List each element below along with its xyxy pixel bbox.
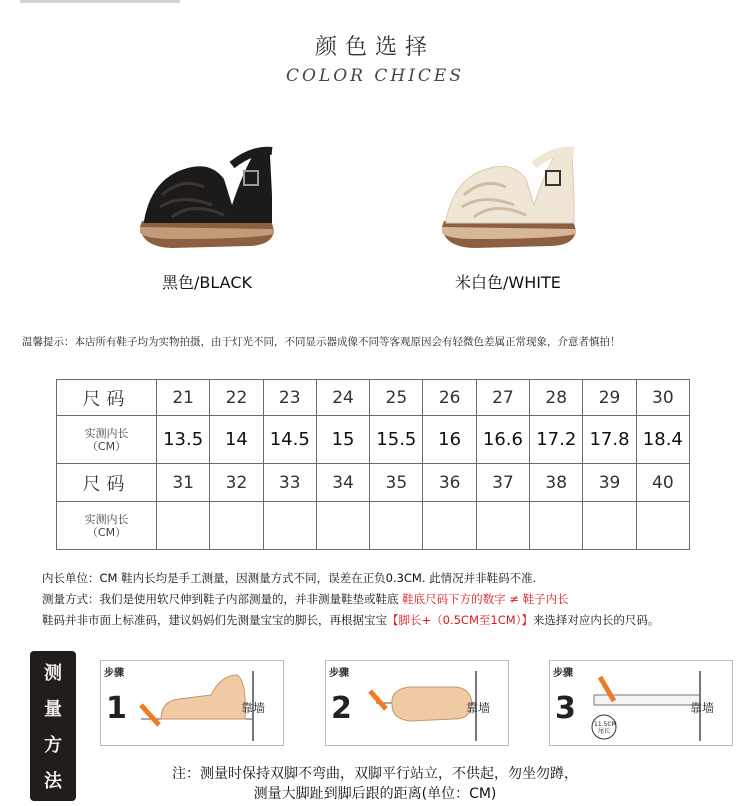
size-cell: 22 xyxy=(210,380,263,416)
length-cell: 15 xyxy=(316,416,369,464)
size-cell: 24 xyxy=(316,380,369,416)
size-cell: 29 xyxy=(583,380,636,416)
color-notice: 温馨提示：本店所有鞋子均为实物拍摄，由于灯光不同，不同显示器成像不同等客观原因会有轻微色差属正常现象，介意者慎拍！ xyxy=(22,336,621,348)
step-2-panel: 步骤 2 靠墙 xyxy=(325,660,509,746)
size-row-2 xyxy=(57,464,690,502)
size-cell: 37 xyxy=(476,464,529,502)
size-label: 尺码 xyxy=(57,464,157,502)
size-cell: 31 xyxy=(157,464,210,502)
length-cell: 13.5 xyxy=(157,416,210,464)
length-cell xyxy=(157,502,210,550)
black-sandal-image[interactable] xyxy=(132,135,282,265)
length-cell xyxy=(530,502,583,550)
black-color-label: 黑色/BLACK xyxy=(162,273,252,292)
size-cell: 38 xyxy=(530,464,583,502)
size-cell: 36 xyxy=(423,464,476,502)
info-line-unit: 内长单位：CM 鞋内长均是手工测量，因测量方式不同，误差在正负0.3CM. 此情况并非鞋码不准. xyxy=(42,571,537,585)
length-cell: 16.6 xyxy=(476,416,529,464)
section-title: 颜色选择 xyxy=(314,35,435,60)
length-cell xyxy=(476,502,529,550)
measure-tag: 11.5CM 尾长 xyxy=(594,721,617,735)
inner-length-label: 实测内长 （CM） xyxy=(57,416,157,464)
length-cell: 17.8 xyxy=(583,416,636,464)
length-row-1 xyxy=(57,416,690,464)
length-row-2 xyxy=(57,502,690,550)
inner-length-label: 实测内长 （CM） xyxy=(57,502,157,550)
size-row-1 xyxy=(57,380,690,416)
size-cell: 27 xyxy=(476,380,529,416)
size-cell: 25 xyxy=(370,380,423,416)
top-divider xyxy=(20,0,180,3)
size-cell: 39 xyxy=(583,464,636,502)
size-cell: 32 xyxy=(210,464,263,502)
length-cell xyxy=(316,502,369,550)
info-line-advice: 鞋码并非市面上标准码，建议妈妈们先测量宝宝的脚长，再根据宝宝【脚长+（0.5CM至1CM）】来选择对应内长的尺码。 xyxy=(42,613,660,627)
size-cell: 21 xyxy=(157,380,210,416)
length-cell xyxy=(370,502,423,550)
red-formula: 【脚长+（0.5CM至1CM）】 xyxy=(387,613,533,627)
size-cell: 30 xyxy=(636,380,689,416)
length-cell xyxy=(583,502,636,550)
length-cell: 16 xyxy=(423,416,476,464)
size-cell: 23 xyxy=(263,380,316,416)
info-line-method: 测量方式：我们是使用软尺伸到鞋子内部测量的，并非测量鞋垫或鞋底 鞋底尺码下方的数字 ≠ 鞋子内长 xyxy=(42,592,569,606)
red-warning: 鞋底尺码下方的数字 ≠ 鞋子内长 xyxy=(402,592,569,606)
length-cell: 14.5 xyxy=(263,416,316,464)
length-cell: 14 xyxy=(210,416,263,464)
length-cell: 17.2 xyxy=(530,416,583,464)
measure-note-line-1: 注：测量时保持双脚不弯曲，双脚平行站立，不供起，勿坐勿蹲， xyxy=(172,766,578,782)
length-cell: 18.4 xyxy=(636,416,689,464)
size-label: 尺码 xyxy=(57,380,157,416)
length-cell xyxy=(423,502,476,550)
length-cell xyxy=(636,502,689,550)
size-cell: 34 xyxy=(316,464,369,502)
white-sandal-image[interactable] xyxy=(434,135,584,265)
length-cell xyxy=(263,502,316,550)
size-cell: 33 xyxy=(263,464,316,502)
length-cell xyxy=(210,502,263,550)
size-cell: 26 xyxy=(423,380,476,416)
step-3-panel: 步骤 3 11.5CM 尾长 靠墙 xyxy=(549,660,733,746)
size-cell: 28 xyxy=(530,380,583,416)
length-cell: 15.5 xyxy=(370,416,423,464)
measure-note-line-2: 测量大脚趾到脚后跟的距离(单位：CM) xyxy=(253,786,497,802)
size-table xyxy=(56,379,690,550)
section-subtitle: COLOR CHICES xyxy=(286,66,464,86)
measure-method-label: 测 量 方 法 xyxy=(30,651,76,801)
white-color-label: 米白色/WHITE xyxy=(455,273,561,292)
step-1-panel: 步骤 1 靠墙 xyxy=(100,660,284,746)
size-cell: 40 xyxy=(636,464,689,502)
size-cell: 35 xyxy=(370,464,423,502)
